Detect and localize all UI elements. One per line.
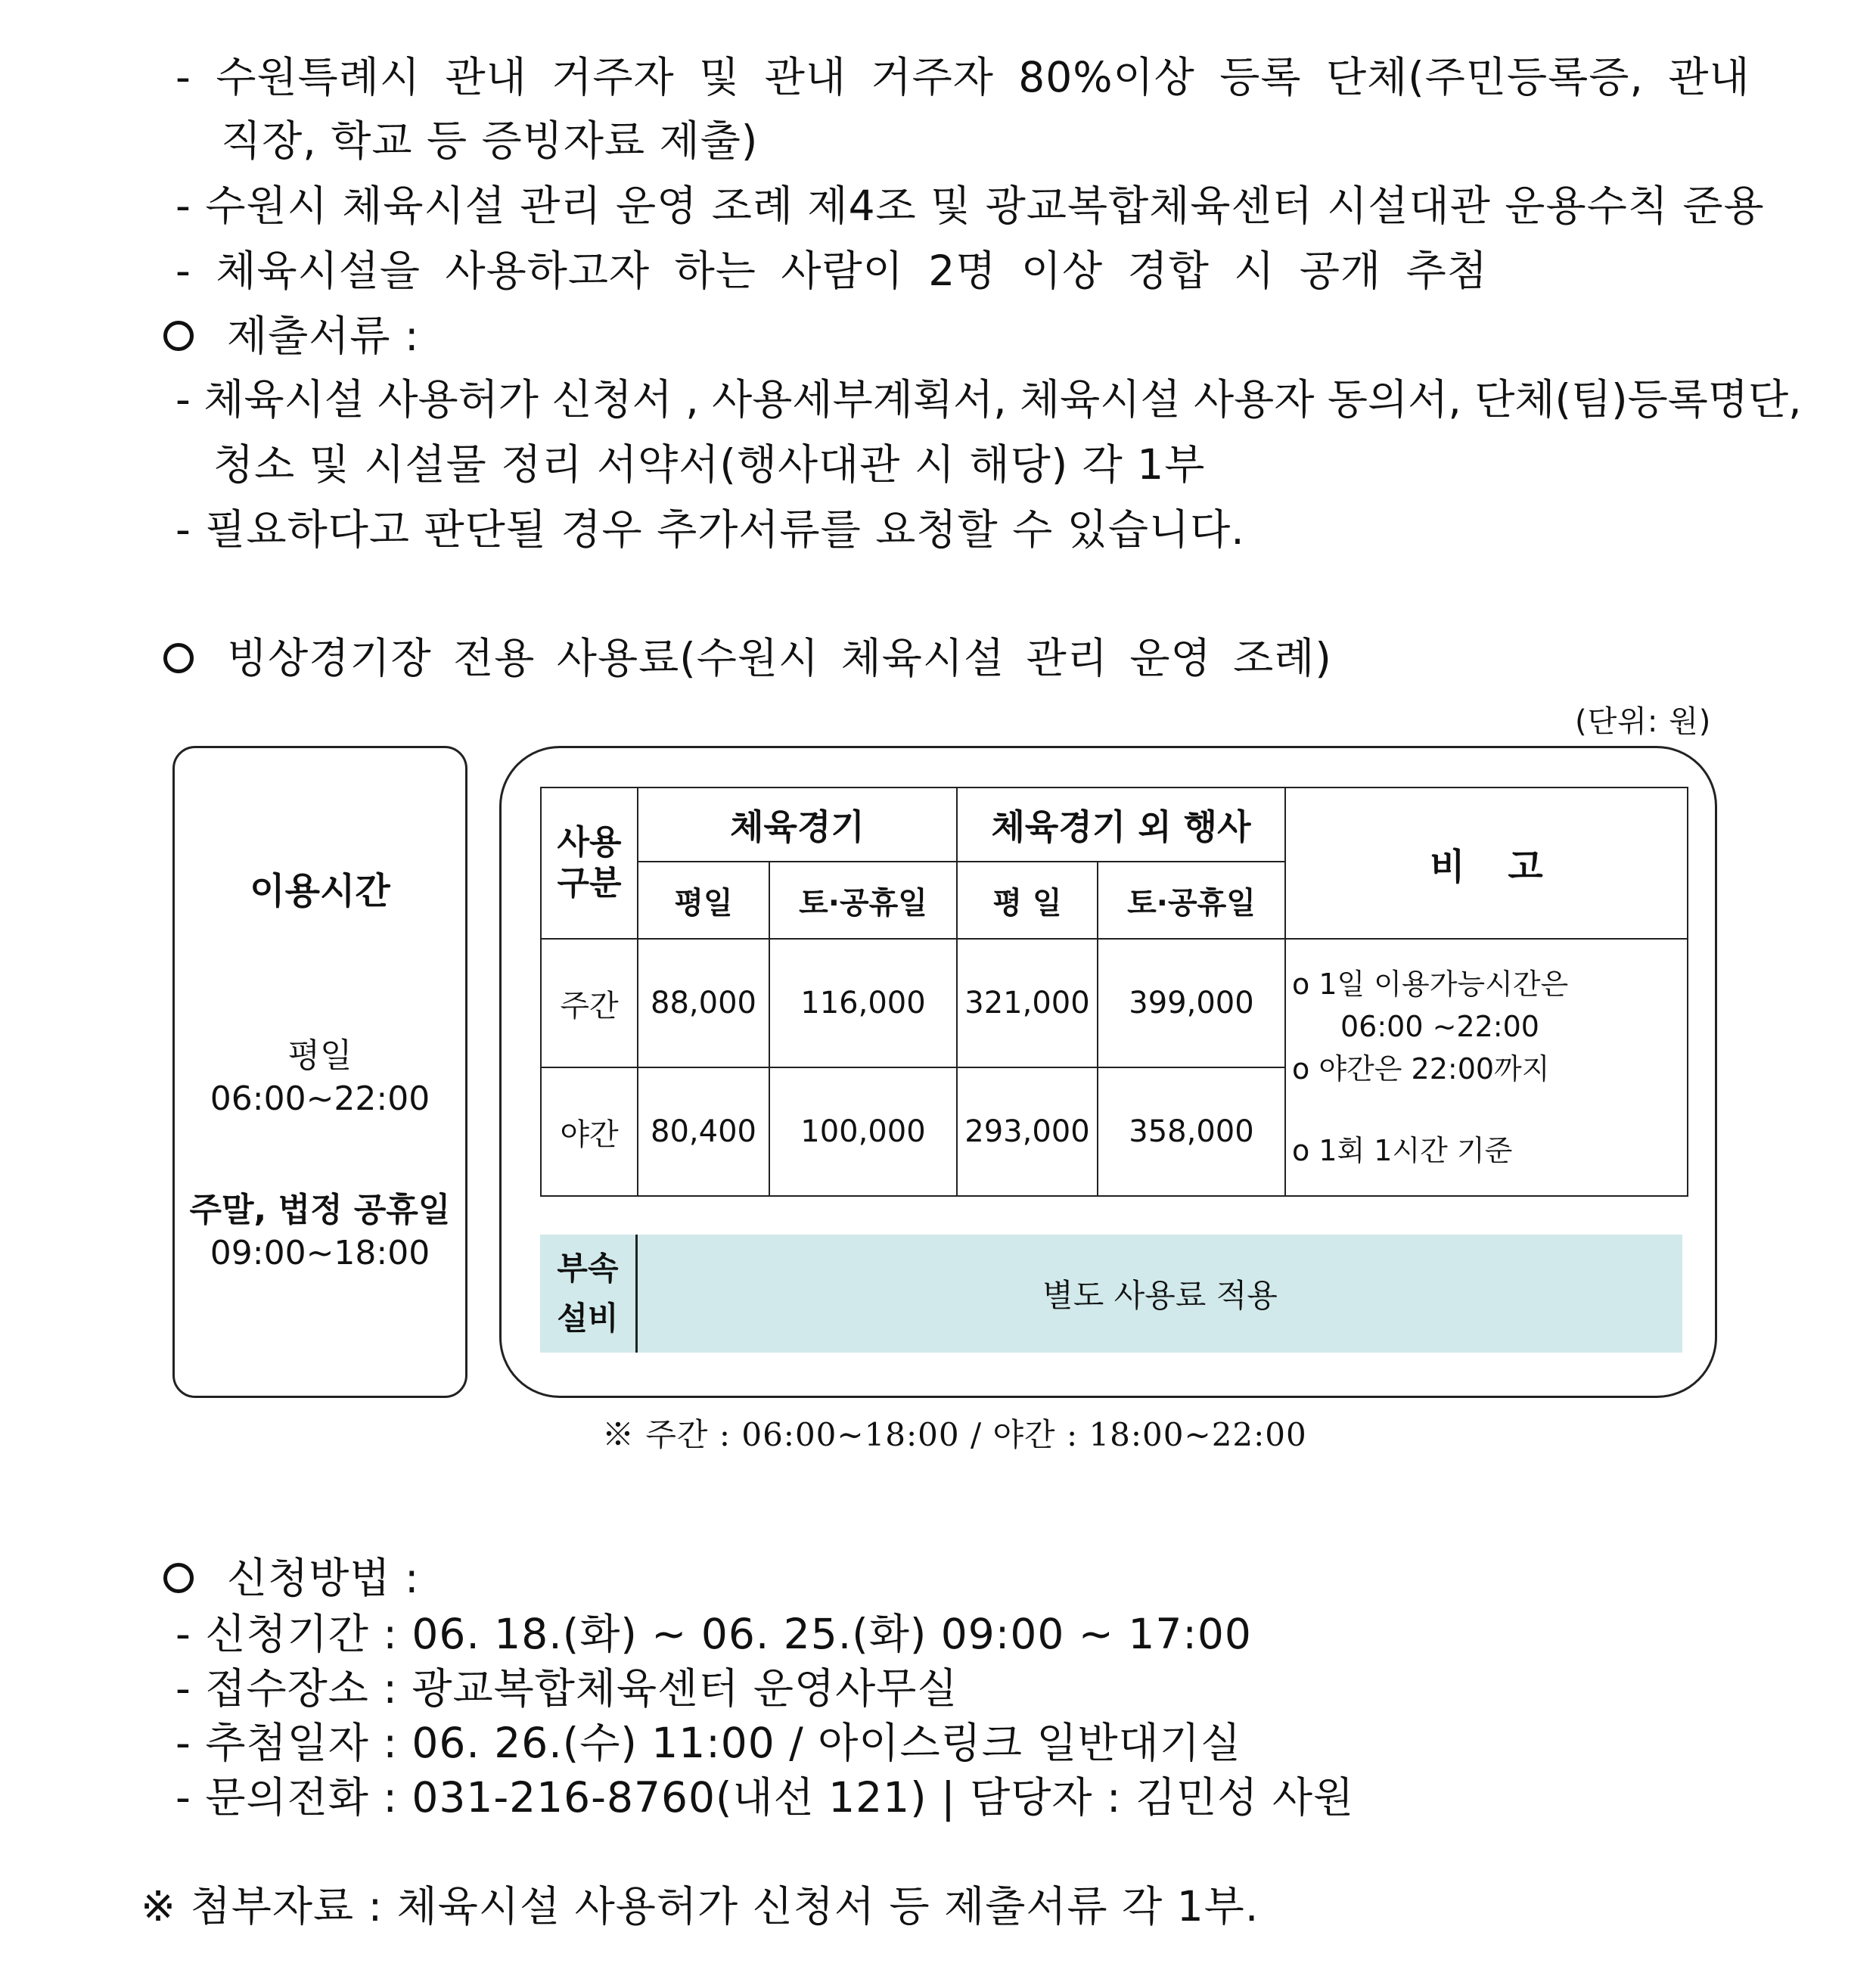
fee-cell: 88,000 [638, 939, 769, 1067]
eligibility-line-4: - 체육시설을 사용하고자 하는 사람이 2명 이상 경합 시 공개 추첨 [175, 247, 1488, 295]
group-event-header: 체육경기 외 행사 [957, 787, 1285, 862]
application-line-2: - 접수장소 : 광교복합체육센터 운영사무실 [175, 1664, 958, 1713]
fee-cell: 321,000 [957, 939, 1098, 1067]
application-heading-text: 신청방법 : [227, 1554, 420, 1602]
col-usage-header-line2: 구분 [557, 864, 622, 902]
documents-line-2: 청소 및 시설물 정리 서약서(행사대관 시 해당) 각 1부 [213, 440, 1206, 489]
group-sports-header: 체육경기 [638, 787, 957, 862]
annex-label-line1: 부속 [557, 1250, 619, 1287]
fee-cell: 116,000 [769, 939, 957, 1067]
col-usage-header-line1: 사용 [557, 823, 622, 862]
note-line: o 1회 1시간 기준 [1292, 1134, 1513, 1167]
fee-cell: 80,400 [638, 1067, 769, 1196]
time-footnote: ※ 주간 : 06:00~18:00 / 야간 : 18:00~22:00 [602, 1416, 1307, 1453]
note-header: 비 고 [1285, 787, 1688, 939]
usage-hours-title: 이용시간 [250, 870, 390, 912]
documents-line-3: - 필요하다고 판단될 경우 추가서류를 요청할 수 있습니다. [175, 505, 1245, 554]
eligibility-line-3: - 수원시 체육시설 관리 운영 조례 제4조 및 광교복합체육센터 시설대관 운용수칙 준용 [175, 182, 1765, 230]
weekday-time: 06:00~22:00 [210, 1079, 430, 1118]
fee-cell: 293,000 [957, 1067, 1098, 1196]
application-line-3: - 추첨일자 : 06. 26.(수) 11:00 / 아이스링크 일반대기실 [175, 1719, 1242, 1767]
fee-table [540, 787, 1688, 1197]
circle-bullet-icon [163, 643, 194, 673]
note-line: o 1일 이용가능시간은 [1292, 968, 1569, 1001]
documents-heading [163, 303, 420, 362]
application-heading [163, 1545, 420, 1604]
note-line: o 야간은 22:00까지 [1292, 1052, 1550, 1086]
sub-holiday2-header: 토·공휴일 [1098, 862, 1285, 939]
note-cell [1285, 939, 1688, 1196]
circle-bullet-icon [163, 1563, 194, 1593]
col-usage-header [541, 787, 638, 939]
note-line: 06:00 ~22:00 [1340, 1010, 1539, 1043]
circle-bullet-icon [163, 321, 194, 351]
weekend-label: 주말, 법정 공휴일 [189, 1191, 451, 1229]
fee-section-heading-text: 빙상경기장 전용 사용료(수원시 체육시설 관리 운영 조례) [227, 634, 1332, 682]
sub-holiday-header: 토·공휴일 [769, 862, 957, 939]
usage-hours-box [172, 746, 467, 1398]
eligibility-line-1: - 수원특례시 관내 거주자 및 관내 거주자 80%이상 등록 단체(주민등록증, 관내 [175, 53, 1750, 101]
sub-weekday-header: 평일 [638, 862, 769, 939]
eligibility-line-2: 직장, 학교 등 증빙자료 제출) [221, 116, 759, 165]
weekday-label: 평일 [287, 1036, 353, 1075]
row-label: 야간 [541, 1067, 638, 1196]
weekend-time: 09:00~18:00 [210, 1234, 430, 1272]
annex-equipment-row [540, 1235, 1682, 1353]
fee-cell: 100,000 [769, 1067, 957, 1196]
sub-weekday2-header: 평 일 [957, 862, 1098, 939]
application-line-1: - 신청기간 : 06. 18.(화) ~ 06. 25.(화) 09:00 ~ 17:00 [175, 1610, 1252, 1658]
fee-cell: 399,000 [1098, 939, 1285, 1067]
annex-label [540, 1235, 638, 1353]
fee-section-heading [163, 625, 1332, 685]
annex-label-line2: 설비 [557, 1300, 619, 1337]
fee-cell: 358,000 [1098, 1067, 1285, 1196]
annex-value: 별도 사용료 적용 [1042, 1277, 1278, 1314]
application-line-4: - 문의전화 : 031-216-8760(내선 121) | 담당자 : 김민성 사원 [175, 1773, 1355, 1822]
documents-heading-text: 제출서류 : [227, 312, 420, 360]
documents-line-1: - 체육시설 사용허가 신청서 , 사용세부계획서, 체육시설 사용자 동의서, 단체(팀)등록명단, [175, 375, 1802, 424]
attachment-note: ※ 첨부자료 : 체육시설 사용허가 신청서 등 제출서류 각 1부. [141, 1882, 1259, 1931]
unit-label: (단위: 원) [1575, 704, 1712, 739]
row-label: 주간 [541, 939, 638, 1067]
